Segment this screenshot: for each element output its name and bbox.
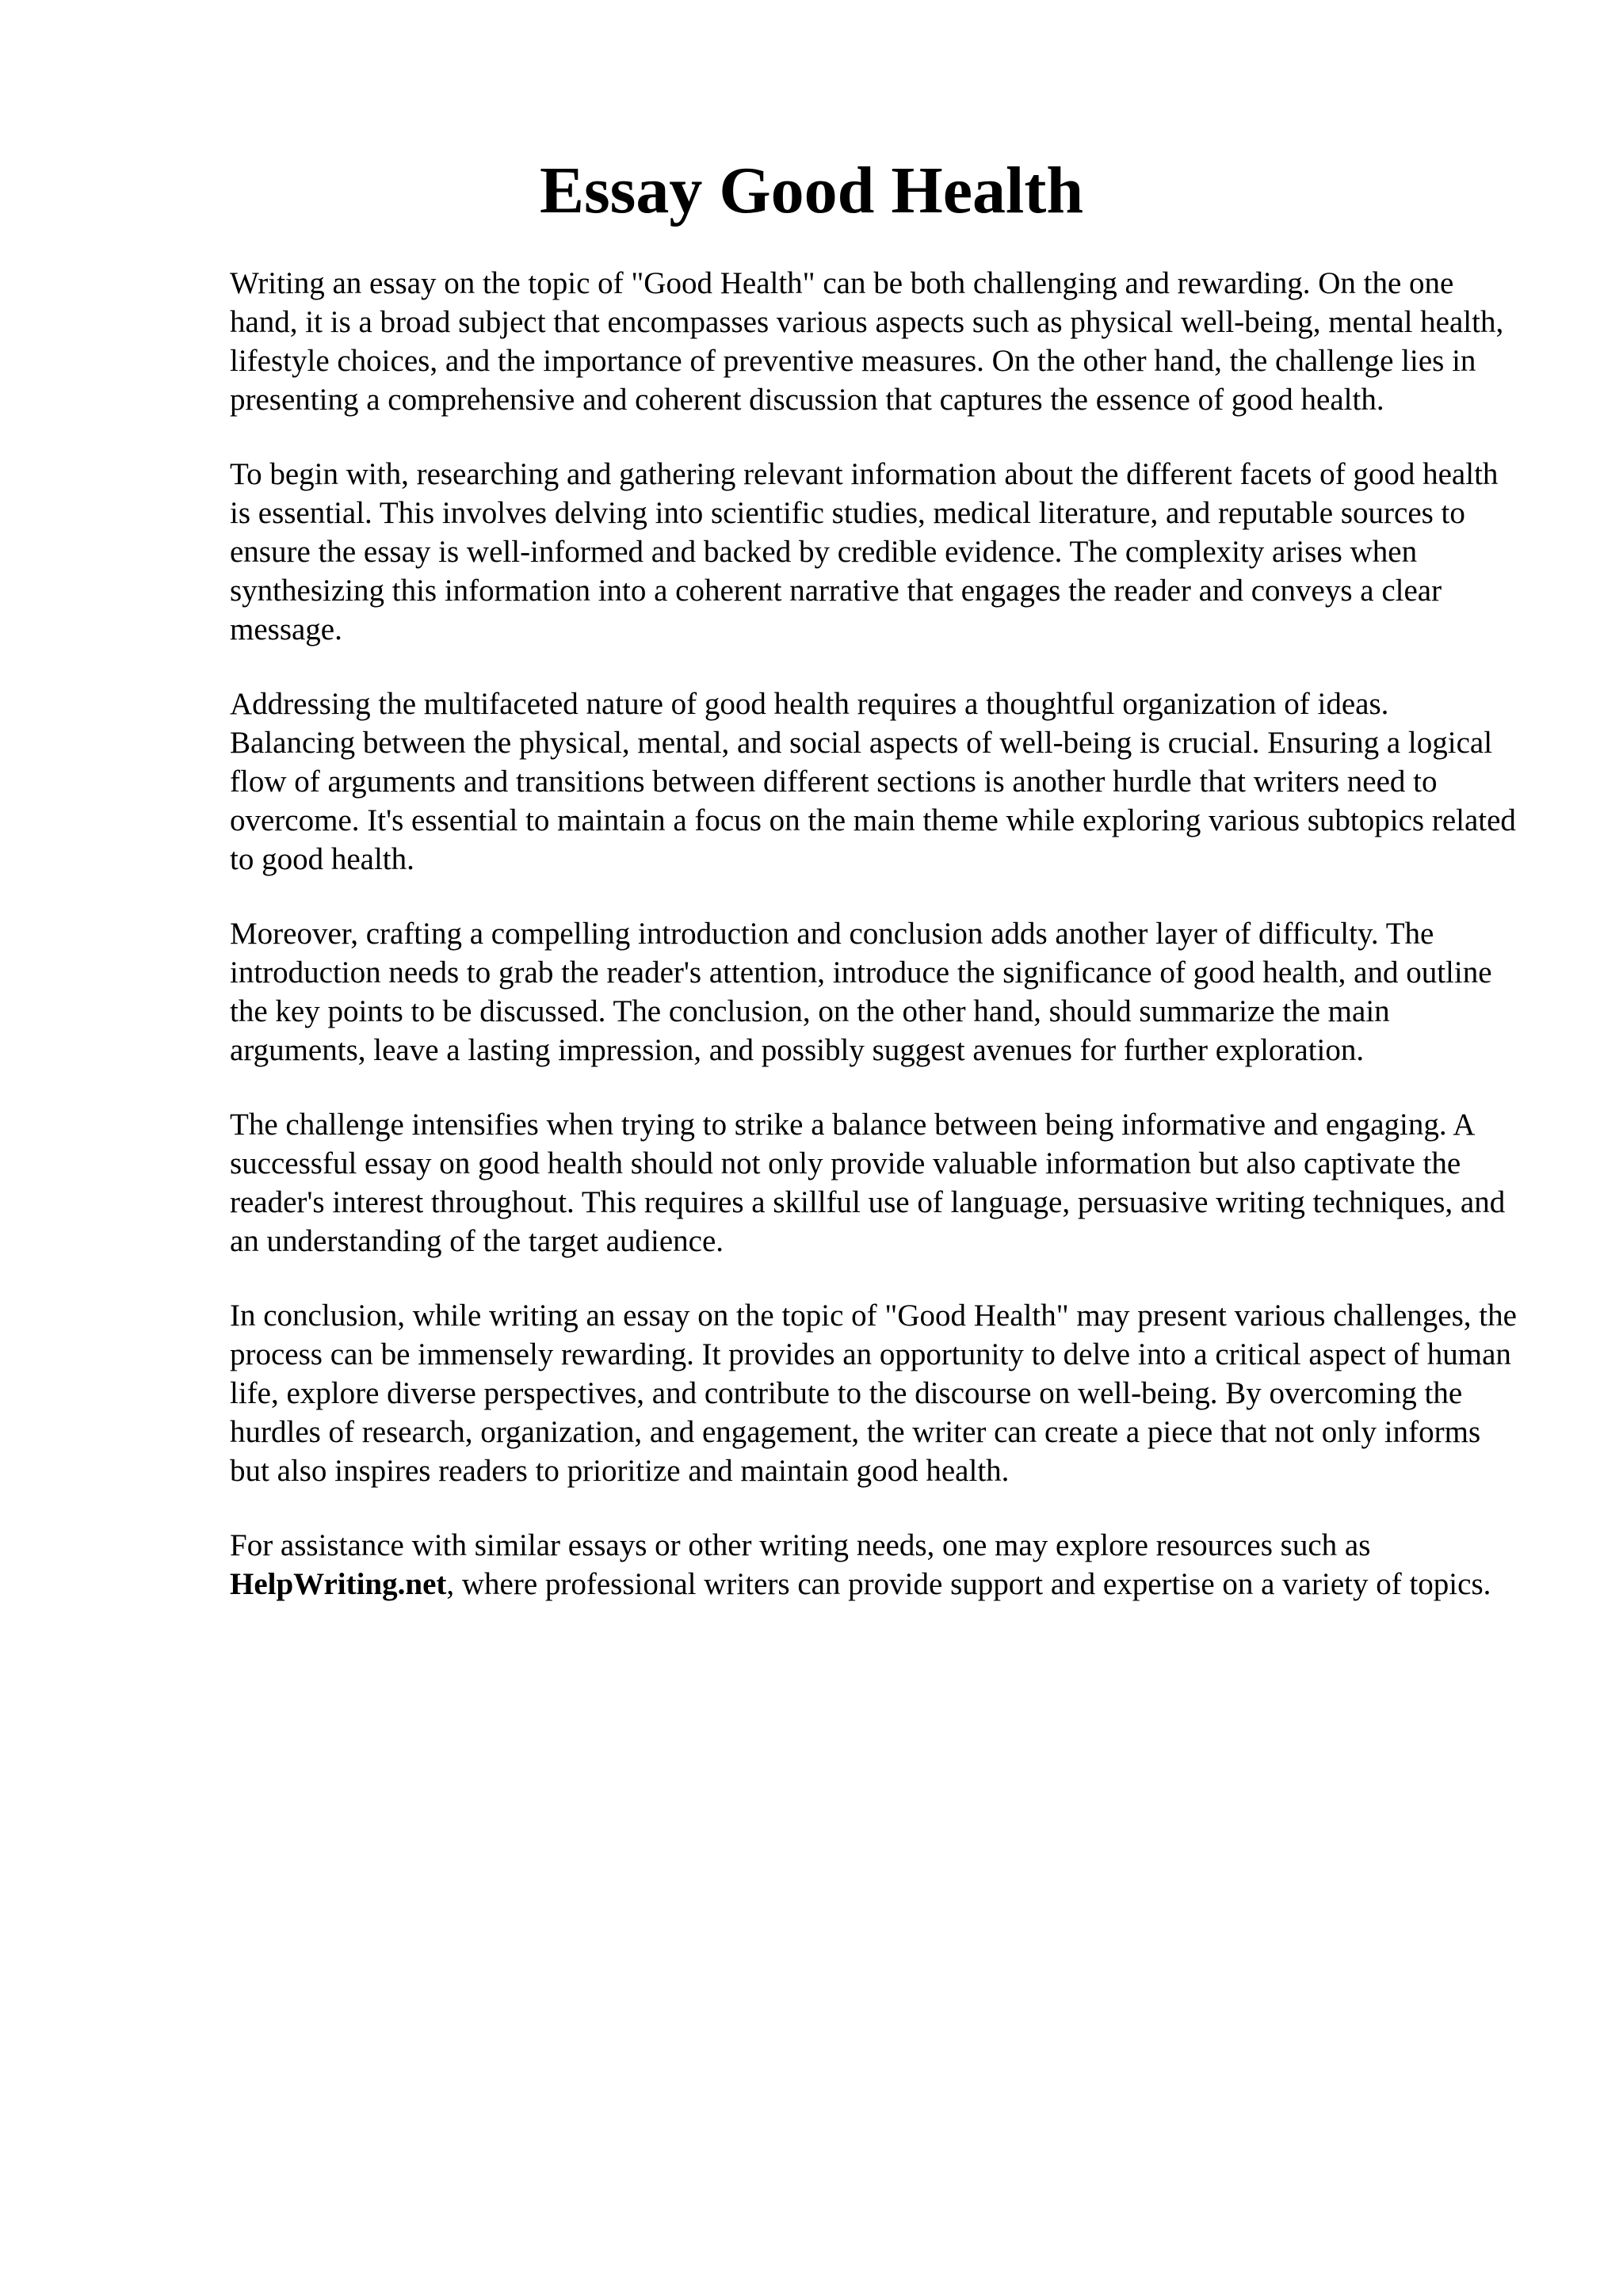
paragraph-intro: Writing an essay on the topic of "Good Health" can be both challenging and rewarding. On the one hand, it is a broad subject that encompasses various aspects such as physical well-being, mental health, lifestyle choices, and the importance of preventive measures. On the other hand, the challenge lies in presenting a comprehensive and coherent discussion that captures the essence of good health. xyxy=(230,266,1504,417)
closing-text-before: For assistance with similar essays or other writing needs, one may explore resources such as xyxy=(230,1528,1371,1562)
document-body xyxy=(230,264,1522,1639)
document-title: Essay Good Health xyxy=(539,154,1084,227)
paragraph-balance: The challenge intensifies when trying to strike a balance between being informative and engaging. A successful essay on good health should not only provide valuable information but also captivate the reader's interest throughout. This requires a skillful use of language, persuasive writing techniques, and an understanding of the target audience. xyxy=(230,1108,1506,1258)
paragraph-intro-conclusion: Moreover, crafting a compelling introduction and conclusion adds another layer of difficulty. The introduction needs to grab the reader's attention, introduce the significance of good health, and outline the key points to be discussed. The conclusion, on the other hand, should summarize the main arguments, leave a lasting impression, and possibly suggest avenues for further exploration. xyxy=(230,917,1492,1067)
paragraph-closing xyxy=(230,1526,1522,1604)
closing-text-after: , where professional writers can provide support and expertise on a variety of topics. xyxy=(446,1567,1491,1601)
paragraph-organization: Addressing the multifaceted nature of good health requires a thoughtful organization of ideas. Balancing between the physical, mental, and social aspects of well-being is crucial. Ensuring a logical flow of arguments and transitions between different sections is another hurdle that writers need to overcome. It's essential to maintain a focus on the main theme while exploring various subtopics related to good health. xyxy=(230,687,1516,876)
paragraph-conclusion: In conclusion, while writing an essay on the topic of "Good Health" may present various challenges, the process can be immensely rewarding. It provides an opportunity to delve into a critical aspect of human life, explore diverse perspectives, and contribute to the discourse on well-being. By overcoming the hurdles of research, organization, and engagement, the writer can create a piece that not only informs but also inspires readers to prioritize and maintain good health. xyxy=(230,1299,1517,1488)
paragraph-research: To begin with, researching and gathering relevant information about the different facets of good health is essential. This involves delving into scientific studies, medical literature, and reputable sources to ensure the essay is well-informed and backed by credible evidence. The complexity arises when synthesizing this information into a coherent narrative that engages the reader and conveys a clear message. xyxy=(230,457,1499,646)
brand-name: HelpWriting.net xyxy=(230,1567,447,1601)
